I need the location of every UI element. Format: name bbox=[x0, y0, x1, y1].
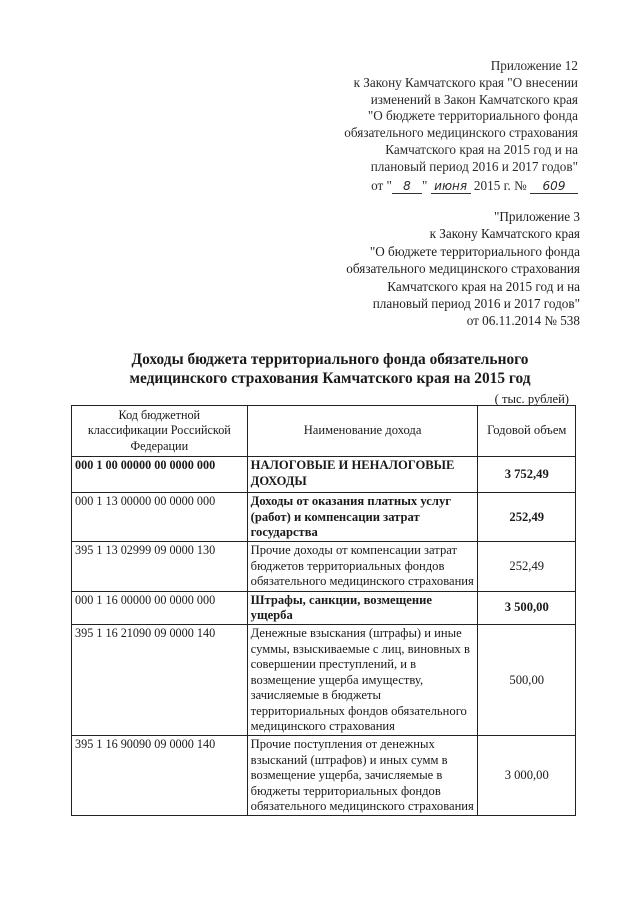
row-amount: 500,00 bbox=[478, 625, 576, 736]
table-header-row bbox=[72, 406, 576, 457]
row-code: 395 1 16 21090 09 0000 140 bbox=[72, 625, 248, 736]
row-name: Прочие доходы от компенсации затрат бюджетов территориальных фондов обязательного медицинского страхования bbox=[247, 542, 478, 591]
date-quote: " bbox=[421, 177, 428, 193]
table-row bbox=[72, 625, 576, 736]
row-code: 395 1 13 02999 09 0000 130 bbox=[72, 542, 248, 591]
revenue-table bbox=[71, 405, 576, 816]
table-row bbox=[72, 542, 576, 591]
law-date-line bbox=[248, 178, 578, 195]
annex-line: "О бюджете территориального фонда bbox=[369, 243, 580, 259]
row-name: Доходы от оказания платных услуг (работ) и компенсации затрат государства bbox=[247, 493, 478, 542]
table-row bbox=[72, 457, 576, 493]
row-code: 000 1 16 00000 00 0000 000 bbox=[72, 591, 248, 625]
row-amount: 3 500,00 bbox=[478, 591, 576, 625]
row-name: Штрафы, санкции, возмещение ущерба bbox=[247, 591, 478, 625]
annex-line: к Закону Камчатского края "О внесении bbox=[353, 74, 578, 90]
header-code: Код бюджетной классификации Российской Федерации bbox=[72, 406, 248, 457]
row-name: НАЛОГОВЫЕ И НЕНАЛОГОВЫЕ ДОХОДЫ bbox=[247, 457, 478, 493]
annex-line: Приложение 12 bbox=[490, 58, 578, 73]
table-row bbox=[72, 736, 576, 816]
annex-line: к Закону Камчатского края bbox=[429, 226, 580, 242]
header-amount: Годовой объем bbox=[478, 406, 576, 457]
row-amount: 252,49 bbox=[478, 542, 576, 591]
annex-line: изменений в Закон Камчатского края bbox=[370, 91, 578, 107]
date-year: 2015 г. № bbox=[473, 177, 527, 193]
annex-line: обязательного медицинского страхования bbox=[346, 261, 580, 277]
amendment-annex-header bbox=[248, 58, 578, 194]
annex-line: плановый период 2016 и 2017 годов" bbox=[372, 296, 580, 312]
annex-line: "Приложение 3 bbox=[493, 209, 580, 224]
annex-line: Камчатского края на 2015 год и на bbox=[385, 141, 578, 157]
annex-line: от 06.11.2014 № 538 bbox=[466, 313, 580, 329]
document-title bbox=[100, 350, 560, 388]
table-row bbox=[72, 591, 576, 625]
date-prefix: от " bbox=[371, 177, 392, 193]
table-row bbox=[72, 493, 576, 542]
original-annex-header bbox=[260, 208, 580, 330]
row-amount: 252,49 bbox=[478, 493, 576, 542]
annex-line: плановый период 2016 и 2017 годов" bbox=[370, 158, 578, 174]
handwritten-month: июня bbox=[431, 180, 471, 194]
row-amount: 3 000,00 bbox=[478, 736, 576, 816]
title-line: Доходы бюджета территориального фонда обязательного bbox=[131, 351, 529, 368]
row-name: Денежные взыскания (штрафы) и иные суммы, взыскиваемые с лиц, виновных в совершении преступлений, и в возмещение ущерба имуществу, зачисляемые в бюджеты территориальных фондов обязательного медицинского страхования bbox=[247, 625, 478, 736]
annex-line: Камчатского края на 2015 год и на bbox=[387, 278, 580, 294]
annex-line: обязательного медицинского страхования bbox=[344, 125, 578, 141]
annex-line: "О бюджете территориального фонда bbox=[367, 108, 578, 124]
title-line: медицинского страхования Камчатского края на 2015 год bbox=[129, 370, 531, 387]
row-amount: 3 752,49 bbox=[478, 457, 576, 493]
row-code: 000 1 00 00000 00 0000 000 bbox=[72, 457, 248, 493]
handwritten-law-number: 609 bbox=[530, 180, 578, 194]
units-note: ( тыс. рублей) bbox=[494, 392, 569, 406]
handwritten-day: 8 bbox=[392, 180, 422, 194]
header-name: Наименование дохода bbox=[247, 406, 478, 457]
row-code: 395 1 16 90090 09 0000 140 bbox=[72, 736, 248, 816]
row-code: 000 1 13 00000 00 0000 000 bbox=[72, 493, 248, 542]
row-name: Прочие поступления от денежных взысканий (штрафов) и иных сумм в возмещение ущерба, зачисляемые в бюджеты территориальных фондов обязательного медицинского страхования bbox=[247, 736, 478, 816]
